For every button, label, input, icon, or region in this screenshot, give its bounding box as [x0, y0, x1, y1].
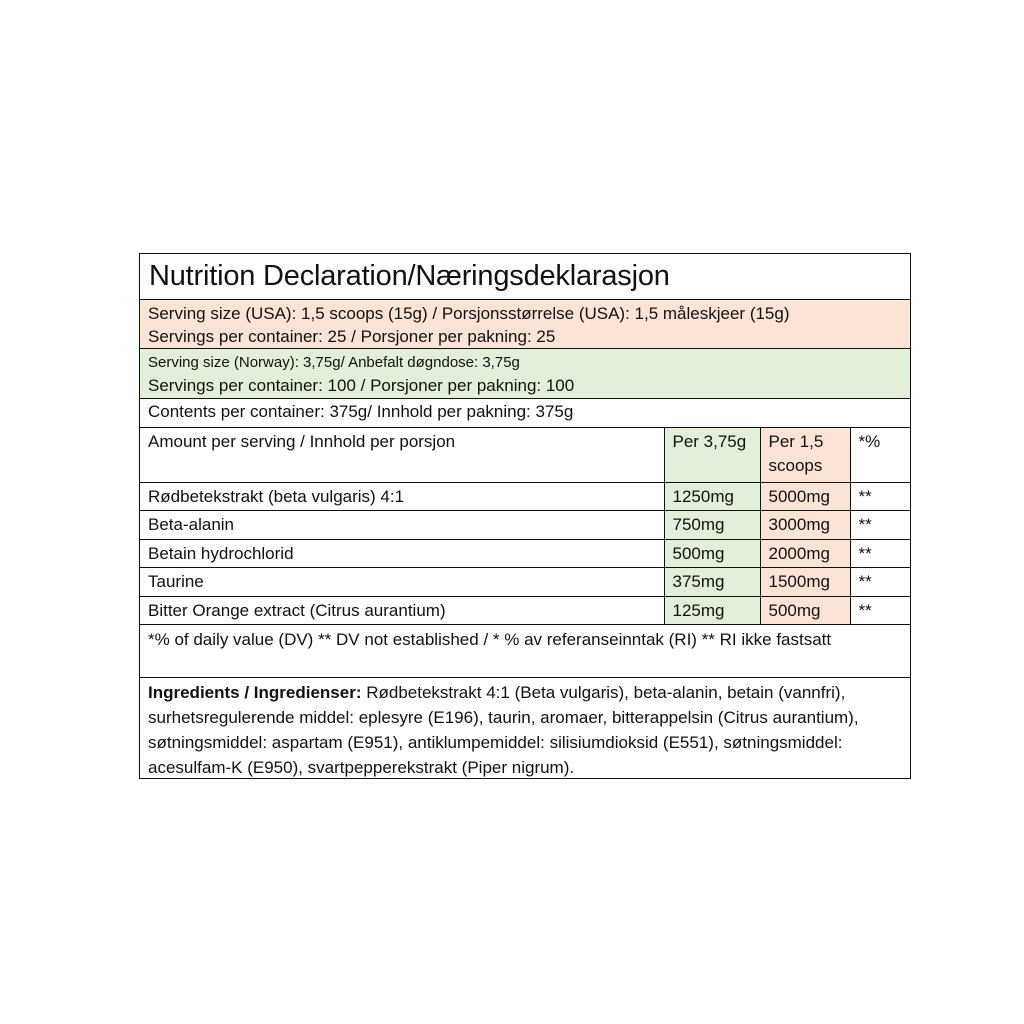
amount-per-scoops: 5000mg [760, 482, 850, 511]
table-row [140, 596, 910, 625]
header-dv: *% [850, 428, 910, 482]
header-per-scoops: Per 1,5 scoops [760, 428, 850, 482]
daily-value: ** [850, 482, 910, 511]
footnote: *% of daily value (DV) ** DV not established / * % av referanseinntak (RI) ** RI ikke fastsatt [140, 625, 910, 678]
table-row [140, 511, 910, 540]
ingredients-text: Rødbetekstrakt 4:1 (Beta vulgaris), beta-alanin, betain (vannfri), surhetsregulerende middel: eplesyre (E196), taurin, aromaer, bitterappelsin (Citrus aurantium), søtningsmiddel: aspartam (E951), antiklumpemiddel: silisiumdioksid (E551), søtningsmiddel: acesulfam-K (E950), svartpepperekstrakt (Piper nigrum). [148, 683, 859, 777]
norway-serving-section [140, 349, 910, 399]
contents-per-container: Contents per container: 375g/ Innhold per pakning: 375g [140, 399, 910, 428]
header-amount: Amount per serving / Innhold per porsjon [140, 428, 664, 482]
nutrient-table [140, 428, 910, 625]
nutrition-label [139, 253, 911, 779]
amount-per-375g: 750mg [664, 511, 760, 540]
nutrient-name: Beta-alanin [140, 511, 664, 540]
nutrient-table-section [140, 428, 910, 625]
daily-value: ** [850, 539, 910, 568]
daily-value: ** [850, 568, 910, 597]
table-row [140, 482, 910, 511]
amount-per-scoops: 2000mg [760, 539, 850, 568]
amount-per-375g: 1250mg [664, 482, 760, 511]
amount-per-375g: 500mg [664, 539, 760, 568]
nutrient-name: Betain hydrochlorid [140, 539, 664, 568]
amount-per-scoops: 500mg [760, 596, 850, 625]
nutrient-name: Taurine [140, 568, 664, 597]
amount-per-375g: 375mg [664, 568, 760, 597]
daily-value: ** [850, 596, 910, 625]
amount-per-scoops: 1500mg [760, 568, 850, 597]
amount-per-scoops: 3000mg [760, 511, 850, 540]
table-row [140, 568, 910, 597]
label-title: Nutrition Declaration/Næringsdeklarasjon [140, 254, 910, 300]
norway-serving-size: Serving size (Norway): 3,75g/ Anbefalt døgndose: 3,75g [148, 354, 520, 371]
table-header-row [140, 428, 910, 482]
header-per-375g: Per 3,75g [664, 428, 760, 482]
nutrient-name: Bitter Orange extract (Citrus aurantium) [140, 596, 664, 625]
nutrient-name: Rødbetekstrakt (beta vulgaris) 4:1 [140, 482, 664, 511]
usa-serving-section [140, 300, 910, 349]
norway-servings-per-container: Servings per container: 100 / Porsjoner per pakning: 100 [148, 376, 575, 395]
ingredients-section [140, 678, 910, 778]
daily-value: ** [850, 511, 910, 540]
table-row [140, 539, 910, 568]
ingredients-label: Ingredients / Ingredienser: [148, 683, 362, 702]
usa-servings-per-container: Servings per container: 25 / Porsjoner per pakning: 25 [148, 327, 556, 346]
amount-per-375g: 125mg [664, 596, 760, 625]
usa-serving-size: Serving size (USA): 1,5 scoops (15g) / Porsjonsstørrelse (USA): 1,5 måleskjeer (15g) [148, 304, 790, 323]
